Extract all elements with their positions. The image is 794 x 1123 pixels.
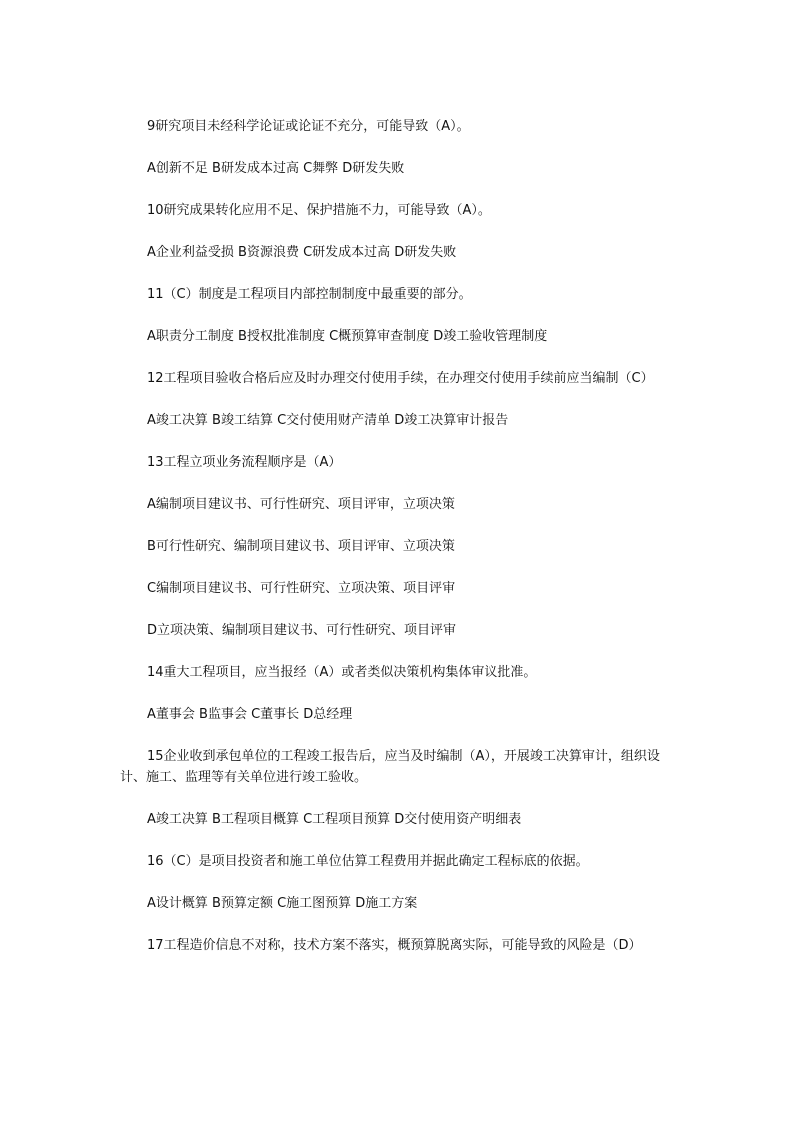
question-10: 10研究成果转化应用不足、保护措施不力，可能导致（A）。 [147, 203, 491, 218]
options-16: A设计概算 B预算定额 C施工图预算 D施工方案 [147, 896, 418, 911]
question-14: 14重大工程项目，应当报经（A）或者类似决策机构集体审议批准。 [147, 665, 537, 680]
options-11: A职责分工制度 B授权批准制度 C概预算审查制度 D竣工验收管理制度 [147, 329, 548, 344]
options-12: A竣工决算 B竣工结算 C交付使用财产清单 D竣工决算审计报告 [147, 413, 509, 428]
option-13-a: A编制项目建议书、可行性研究、项目评审，立项决策 [147, 497, 455, 512]
question-9: 9研究项目未经科学论证或论证不充分，可能导致（A）。 [147, 119, 470, 134]
question-16: 16（C）是项目投资者和施工单位估算工程费用并据此确定工程标底的依据。 [147, 854, 589, 869]
question-17: 17工程造价信息不对称，技术方案不落实，概预算脱离实际，可能导致的风险是（D） [147, 938, 642, 953]
question-15: 15企业收到承包单位的工程竣工报告后，应当及时编制（A），开展竣工决算审计，组织设计、施工、监理等有关单位进行竣工验收。 [120, 749, 660, 785]
option-13-d: D立项决策、编制项目建议书、可行性研究、项目评审 [147, 623, 457, 638]
question-12: 12工程项目验收合格后应及时办理交付使用手续，在办理交付使用手续前应当编制（C） [147, 371, 654, 386]
options-14: A董事会 B监事会 C董事长 D总经理 [147, 707, 353, 722]
question-11: 11（C）制度是工程项目内部控制制度中最重要的部分。 [147, 287, 472, 302]
options-9: A创新不足 B研发成本过高 C舞弊 D研发失败 [147, 161, 405, 176]
options-15: A竣工决算 B工程项目概算 C工程项目预算 D交付使用资产明细表 [147, 812, 522, 827]
option-13-c: C编制项目建议书、可行性研究、立项决策、项目评审 [147, 581, 456, 596]
option-13-b: B可行性研究、编制项目建议书、项目评审、立项决策 [147, 539, 455, 554]
question-13: 13工程立项业务流程顺序是（A） [147, 455, 342, 470]
document-page [120, 116, 672, 977]
options-10: A企业利益受损 B资源浪费 C研发成本过高 D研发失败 [147, 245, 457, 260]
